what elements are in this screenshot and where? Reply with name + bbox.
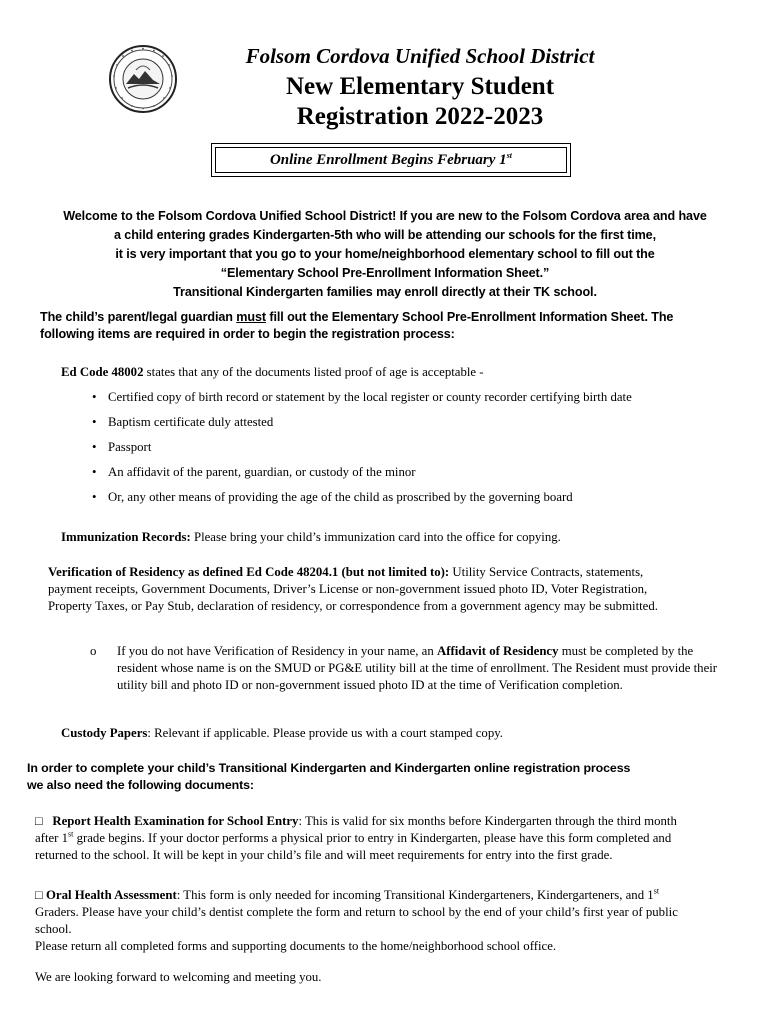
oral-health-label: Oral Health Assessment xyxy=(45,888,177,902)
title-line-2: Registration 2022-2023 xyxy=(296,103,544,130)
district-name: Folsom Cordova Unified School District xyxy=(245,44,595,68)
oral-text-a: : This form is only needed for incoming Transitional Kindergarteners, Kindergarteners, and 1 xyxy=(176,888,654,902)
welcome-line: it is very important that you go to your home/neighborhood elementary school to fill out the xyxy=(115,247,655,261)
title-line-1: New Elementary Student xyxy=(285,73,555,100)
affidavit-text xyxy=(117,643,729,694)
circle-bullet-icon: o xyxy=(90,644,97,658)
oral-text-b: Graders. Please have your child’s dentist complete the form and return to school by the end of your child’s first year of public school. xyxy=(35,905,678,936)
guardian-requirement-paragraph xyxy=(40,309,730,343)
guardian-text-2: fill out the Elementary School Pre-Enrollment Information Sheet. The following items are required in order to begin the registration process: xyxy=(40,310,674,341)
immunization-label: Immunization Records: xyxy=(61,530,191,544)
health-text-a: : This is valid for six months before Kindergarten through the third month after 1 xyxy=(35,814,677,845)
banner-superscript: st xyxy=(506,151,513,160)
welcome-paragraph xyxy=(40,207,730,302)
custody-label: Custody Papers xyxy=(61,726,148,740)
health-text-b: grade begins. If your doctor performs a physical prior to entry in Kindergarten, please have this form completed and returned to the school. It will be kept in your child’s file and will meet requirements for entry into the first grade. xyxy=(35,831,672,862)
district-seal-logo xyxy=(108,44,178,114)
oral-health-paragraph xyxy=(35,887,695,955)
enrollment-banner xyxy=(211,143,571,177)
edcode-label: Ed Code 48002 xyxy=(61,365,144,379)
enrollment-banner-inner xyxy=(215,147,567,173)
guardian-text-1: The child’s parent/legal guardian xyxy=(40,310,237,324)
custody-text: : Relevant if applicable. Please provide us with a court stamped copy. xyxy=(147,726,503,740)
list-item: • Or, any other means of providing the age of the child as proscribed by the governing board xyxy=(90,489,650,506)
list-item: • An affidavit of the parent, guardian, or custody of the minor xyxy=(90,464,650,481)
online-registration-note: In order to complete your child’s Transitional Kindergarten and Kindergarten online registration process we also need the following documents: xyxy=(27,761,631,792)
immunization-text: Please bring your child’s immunization card into the office for copying. xyxy=(190,530,561,544)
welcome-line: Welcome to the Folsom Cordova Unified School District! If you are new to the Folsom Cordova area and have xyxy=(63,209,707,223)
affidavit-bold: Affidavit of Residency xyxy=(436,644,559,658)
custody-paragraph xyxy=(61,725,721,742)
health-superscript: st xyxy=(68,829,74,839)
proof-of-age-list xyxy=(90,389,650,514)
welcome-line: Transitional Kindergarten families may enroll directly at their TK school. xyxy=(173,285,597,299)
list-item: • Baptism certificate duly attested xyxy=(90,414,650,431)
welcome-line: “Elementary School Pre-Enrollment Information Sheet.” xyxy=(220,266,550,280)
guardian-must-emphasis: must xyxy=(236,310,266,324)
edcode-paragraph xyxy=(61,364,711,381)
residency-label: Verification of Residency as defined Ed Code 48204.1 (but not limited to): xyxy=(48,565,450,579)
welcome-line: a child entering grades Kindergarten-5th who will be attending our schools for the first time, xyxy=(114,228,656,242)
health-exam-paragraph xyxy=(35,813,695,864)
edcode-text: states that any of the documents listed proof of age is acceptable - xyxy=(143,365,484,379)
residency-text: Utility Service Contracts, statements, payment receipts, Government Documents, Driver’s License or non-government issued photo ID, Voter Registration, Property Taxes, or Pay Stub, declaration of residency, or correspondence from a government agency may be submitted. xyxy=(48,565,658,613)
residency-paragraph xyxy=(48,564,688,615)
oral-superscript: st xyxy=(653,886,660,896)
immunization-paragraph xyxy=(61,529,721,546)
list-item: • Passport xyxy=(90,439,650,456)
banner-text: Online Enrollment Begins February 1 xyxy=(269,152,507,168)
return-forms-note: Please return all completed forms and supporting documents to the home/neighborhood school office. xyxy=(35,939,557,953)
checkbox-icon: □ xyxy=(35,888,43,902)
list-item: • Certified copy of birth record or statement by the local register or county recorder certifying birth date xyxy=(90,389,650,406)
affidavit-text-2: must be completed by the resident whose name is on the SMUD or PG&E utility bill at the time of enrollment. The Resident must provide their utility bill and photo ID or non-government issued photo ID at the time of Verification completion. xyxy=(117,644,718,692)
closing-line: We are looking forward to welcoming and meeting you. xyxy=(35,970,322,984)
checkbox-icon: □ xyxy=(35,814,43,828)
page-title xyxy=(170,72,670,132)
health-exam-label: Report Health Examination for School Entry xyxy=(52,814,299,828)
affidavit-text-1: If you do not have Verification of Residency in your name, an xyxy=(117,644,437,658)
